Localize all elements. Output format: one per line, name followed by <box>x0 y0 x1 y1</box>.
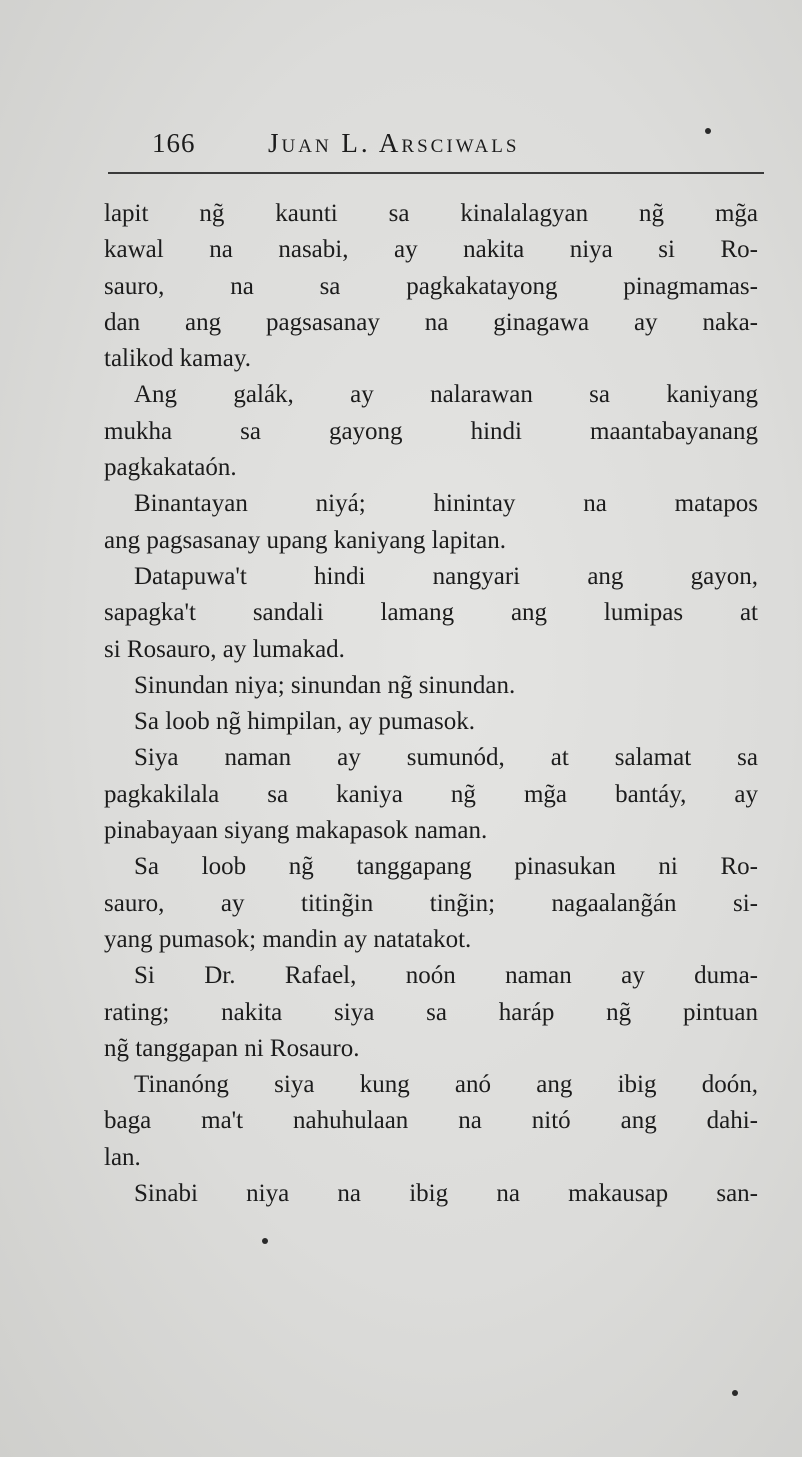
page-number: 166 <box>152 128 196 158</box>
text-line: kawal na nasabi, ay nakita niya si Ro- <box>104 236 758 264</box>
text-line: Sinabi niya na ibig na makausap san- <box>134 1180 758 1208</box>
text-line: ng̃ tanggapan ni Rosauro. <box>104 1034 360 1062</box>
text-line: sapagka't sandali lamang ang lumipas at <box>104 599 758 627</box>
text-line: mukha sa gayong hindi maantabayanang <box>104 417 758 445</box>
text-line: Binantayan niyá; hinintay na matapos <box>134 490 758 518</box>
text-line: Sa loob ng̃ tanggapang pinasukan ni Ro- <box>134 853 758 881</box>
text-line: si Rosauro, ay lumakad. <box>104 635 345 663</box>
ink-speck <box>262 1238 268 1244</box>
ink-speck <box>732 1390 738 1396</box>
text-line: rating; nakita siya sa haráp ng̃ pintuan <box>104 998 758 1026</box>
text-line: Sinundan niya; sinundan ng̃ sinundan. <box>134 671 516 699</box>
running-head: Juan L. Arsciwals <box>268 128 520 158</box>
text-line: Tinanóng siya kung anó ang ibig doón, <box>134 1071 758 1099</box>
text-line: sauro, na sa pagkakatayong pinagmamas- <box>104 272 758 300</box>
text-line: dan ang pagsasanay na ginagawa ay naka- <box>104 308 758 336</box>
text-line: Si Dr. Rafael, noón naman ay duma- <box>134 962 758 990</box>
text-line: Ang galák, ay nalarawan sa kaniyang <box>134 381 758 409</box>
text-line: baga ma't nahuhulaan na nitó ang dahi- <box>104 1107 758 1135</box>
page-header <box>108 126 764 174</box>
text-line: Datapuwa't hindi nangyari ang gayon, <box>134 562 758 590</box>
text-line: yang pumasok; mandin ay natatakot. <box>104 925 472 953</box>
text-line: sauro, ay titing̃in ting̃in; nagaalang̃án si- <box>104 889 758 917</box>
text-line: Sa loob ng̃ himpilan, ay pumasok. <box>134 708 475 736</box>
text-line: lan. <box>104 1143 141 1171</box>
text-line: Siya naman ay sumunód, at salamat sa <box>134 744 758 772</box>
text-line: pagkakataón. <box>104 454 237 482</box>
text-line: ang pagsasanay upang kaniyang lapitan. <box>104 526 506 554</box>
text-line: pinabayaan siyang makapasok naman. <box>104 817 488 845</box>
text-line: talikod kamay. <box>104 345 251 373</box>
ink-speck <box>705 128 711 134</box>
body-text <box>104 196 758 1212</box>
text-line: lapit ng̃ kaunti sa kinalalagyan ng̃ mg̃a <box>104 200 758 227</box>
text-line: pagkakilala sa kaniya ng̃ mg̃a bantáy, ay <box>104 780 758 808</box>
